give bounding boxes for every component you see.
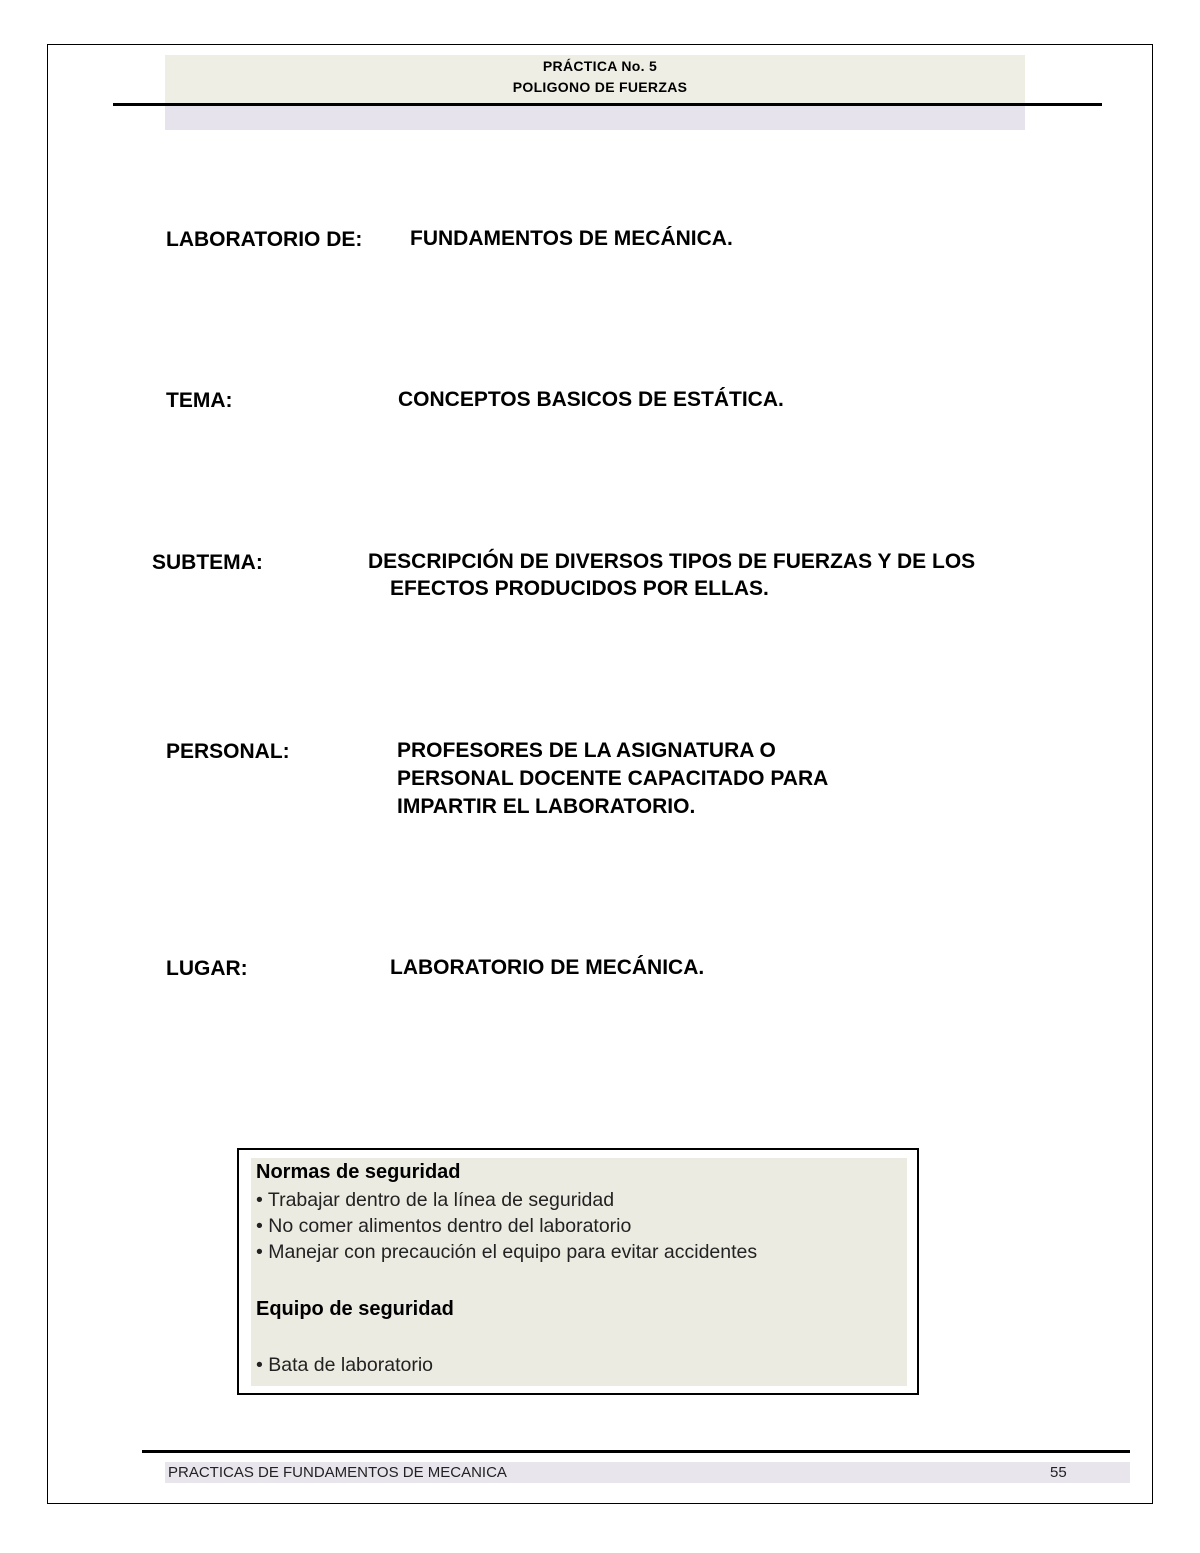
header-rule xyxy=(113,103,1102,106)
safety-norm-item: • Manejar con precaución el equipo para evitar accidentes xyxy=(256,1241,758,1263)
safety-norm-item: • Trabajar dentro de la línea de seguridad xyxy=(256,1189,615,1211)
safety-equipment-item: • Bata de laboratorio xyxy=(256,1354,434,1376)
personal-label: PERSONAL: xyxy=(166,740,290,763)
footer-title: PRACTICAS DE FUNDAMENTOS DE MECANICA xyxy=(168,1464,507,1481)
page-number: 55 xyxy=(1050,1464,1067,1481)
personal-value-line3: IMPARTIR EL LABORATORIO. xyxy=(397,795,696,818)
tema-value: CONCEPTOS BASICOS DE ESTÁTICA. xyxy=(398,388,784,411)
tema-label: TEMA: xyxy=(166,389,233,412)
safety-norms-title: Normas de seguridad xyxy=(256,1161,461,1183)
practice-number: PRÁCTICA No. 5 xyxy=(542,58,658,74)
personal-value-line1: PROFESORES DE LA ASIGNATURA O xyxy=(397,739,776,762)
personal-value-line2: PERSONAL DOCENTE CAPACITADO PARA xyxy=(397,767,829,790)
laboratorio-value: FUNDAMENTOS DE MECÁNICA. xyxy=(410,227,733,250)
safety-norm-item: • No comer alimentos dentro del laboratorio xyxy=(256,1215,632,1237)
laboratorio-label: LABORATORIO DE: xyxy=(166,228,363,251)
lugar-value: LABORATORIO DE MECÁNICA. xyxy=(390,956,705,979)
safety-panel xyxy=(251,1158,907,1386)
safety-equipment-title: Equipo de seguridad xyxy=(256,1298,454,1320)
subtema-value-line1: DESCRIPCIÓN DE DIVERSOS TIPOS DE FUERZAS Y DE LOS xyxy=(368,550,976,573)
safety-box xyxy=(237,1148,919,1395)
lugar-label: LUGAR: xyxy=(166,957,248,980)
subtema-label: SUBTEMA: xyxy=(152,551,263,574)
practice-title: POLIGONO DE FUERZAS xyxy=(512,79,688,95)
footer-rule xyxy=(142,1450,1130,1453)
subtema-value-line2: EFECTOS PRODUCIDOS POR ELLAS. xyxy=(390,577,769,600)
